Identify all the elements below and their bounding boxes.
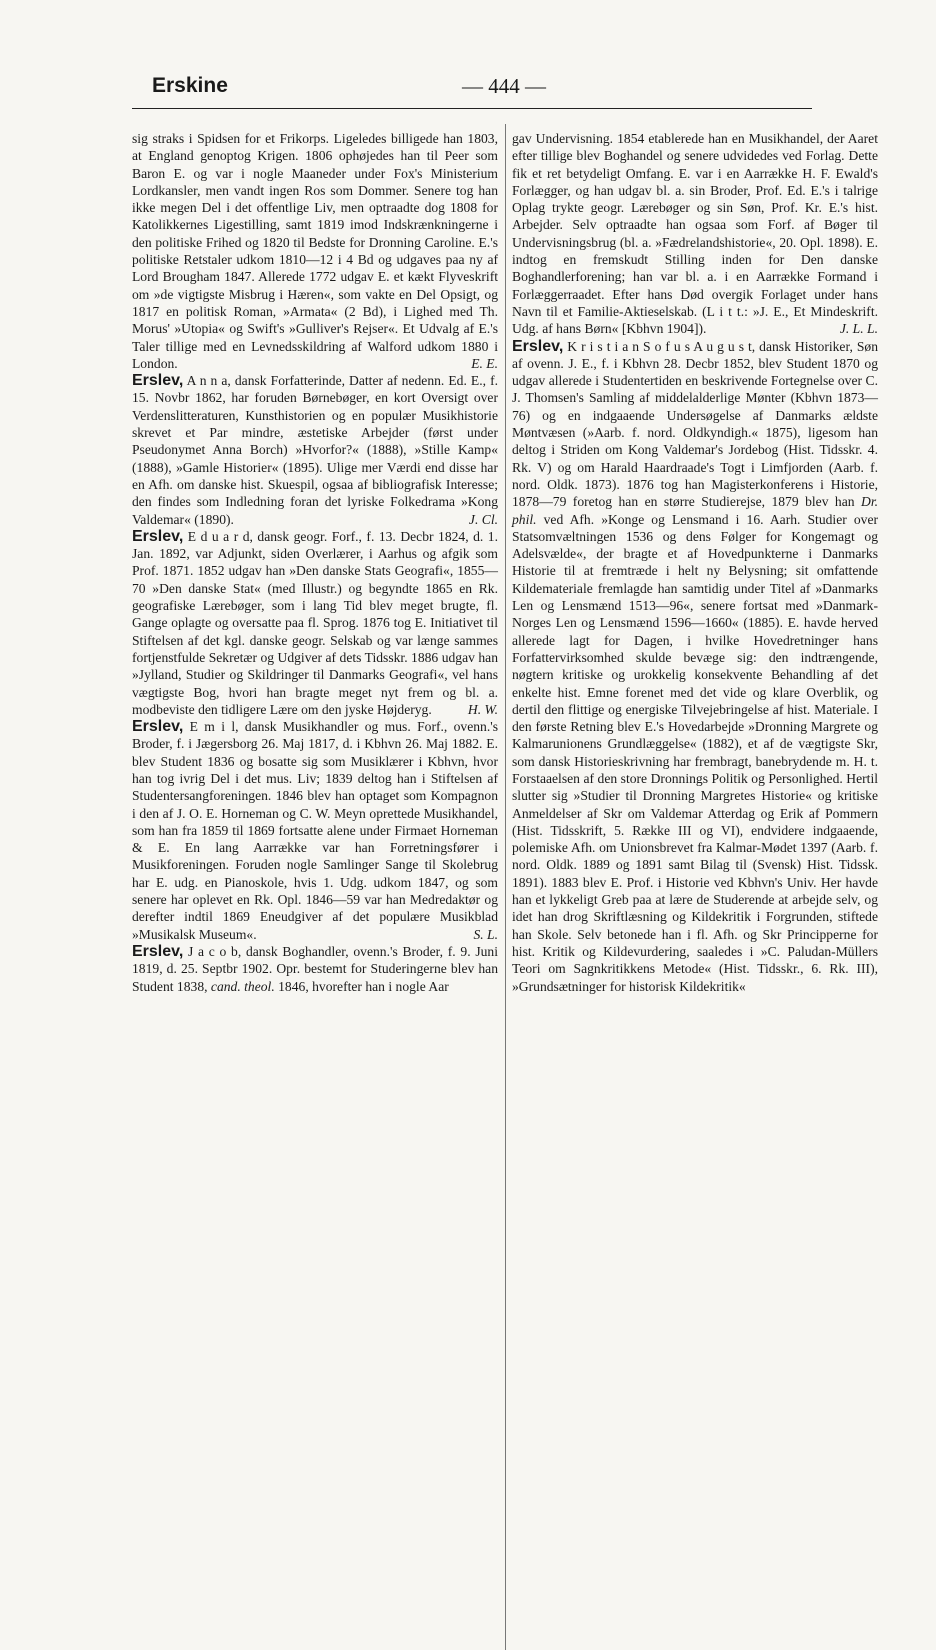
entry-headword: Erslev, — [132, 718, 184, 736]
entry-headword: Erslev, — [132, 527, 184, 545]
entry-erslev-jacob — [132, 943, 498, 995]
entry-text: gav Undervisning. 1854 etablerede han en Musikhandel, der Aaret efter tillige blev Boghandel og senere udvidedes ved Forlag. Dette fik et ret betydeligt Omfang. E. var i en Aarrække H. F. Ewald's Forlægger, og han udgav bl. a. sin Broder, Prof. Ed. E.'s i talrige Oplag trykte geogr. Lærebøger og sin Søn, Prof. Kr. E.'s hist. Arbejder. Selv optraadte han ogsaa som Forf. af Bøger til Undervisningsbrug (bl. a. »Fædrelandshistorie«, 20. Opl. 1898). E. indtog en fremskudt Stilling inden for Den danske Boghandlerforening; han var bl. a. i en Aarrække Formand i Forlæggerraadet. Efter hans Død overgik Forlaget under hans Navn til et Familie-Aktieselskab. (L i t t.: »J. E., Et Mindeskrift. Udg. af hans Børn« [Kbhvn 1904]). — [512, 131, 878, 337]
entry-text: J a c o b, dansk Boghandler, ovenn.'s Broder, f. 9. Juni 1819, d. 25. Septbr 1902. Opr. bestemt for Studeringerne blev han Student 1838, — [132, 943, 498, 994]
entry-text-continued: ved Afh. »Konge og Lensmand i 16. Aarh. Studier over Statsomvæltningen 1536 og dens Følger for Kongemagt og Adelsvælde«, der bragte et af Hovedpunkterne i Danmarks Historie til at fremtræde i helt ny Belysning; sit omfattende Kildemateriale fremlagde han samtidig under Titel af »Danmarks Len og Lensmænd 1513—96«, senere fortsat med »Danmark-Norges Len og Lensmænd 1596—1660« (1885). E. havde herved allerede lagt for Dagen, i hvilke Hovedretninger hans Forfattervirksomhed skulde bevæge sig: den indtrængende, nøgtern kritiske og urokkelig konsekvente Behandling af det enkelte hist. Emne forenet med det vide og klare Overblik, og dertil den flittige og energiske Tilvejebringelse af hist. Materiale. I den første Retning blev E.'s Hovedarbejde »Dronning Margrete og Kalmarunionens Grundlæggelse« (1882), et af de vægtigste Skr, som dansk Historieskrivning har frembragt, banebrydende m. H. t. Forstaaelsen af den store Dronnings Politik og Personlighed. Hertil slutter sig »Studier til Dronning Margretes Historie« og kritiske Anmeldelser af Skr om Valdemar Atterdag og Erik af Pommern (Hist. Tidsskrift, 5. Række III og VI), endvidere indgaaende, polemiske Afh. om Unionsbrevet fra Kalmar-Mødet 1397 (Aarb. f. nord. Oldk. 1889 og 1891 samt Bilag til (Svensk) Hist. Tidssk. 1891). 1883 blev E. Prof. i Historie ved Kbhvn's Univ. Her havde han et lykkeligt Greb paa at lære de Studerende at arbejde selv, og idet han drog Skriftlæsning og Kildekritik i Forgrunden, stiftede han Skole. Selv betonede han i fl. Afh. og Skr Principperne for hist. Kritik og Kildevurdering, saaledes i »C. Paludan-Müllers Teori om Sagnkritikkens Metode« (Hist. Tidsskr., 6. Rk. III), »Grundsætninger for historisk Kildekritik« — [512, 511, 878, 994]
entry-text-continued: 1846, hvorefter han i nogle Aar — [274, 978, 449, 994]
entry-text: E m i l, dansk Musikhandler og mus. Forf., ovenn.'s Broder, f. i Jægersborg 26. Maj 1817, d. i Kbhvn 26. Maj 1882. E. blev Student 1836 og bosatte sig som Musiklærer i Kbhvn, hvor han tog ivrig Del i det mus. Liv; 1839 deltog han i Stiftelsen af Studentersangforeningen. 1846 blev han optaget som Kompagnon i den af J. O. E. Horneman og C. W. Meyn oprettede Musikhandel, som han fra 1859 til 1869 fortsatte alene under Firmaet Horneman & E. En lang Aarrække var han Forretningsfører i Musikforeningen. Foruden nogle Samlinger Sange til Skolebrug har E. udg. en Pianoskole, hvis 1. Udg. udkom 1847, og som senere har oplevet en Rk. Opl. 1846—59 var han Medredaktør og derefter indtil 1869 Eneudgiver af det populære Musikblad »Musikalsk Museum«. — [132, 719, 498, 942]
author-signature: S. L. — [473, 926, 498, 942]
entry-erslev-kristian — [512, 338, 878, 995]
entry-erslev-eduard — [132, 528, 498, 718]
running-head-title: Erskine — [152, 74, 228, 97]
author-signature: J. L. L. — [839, 321, 878, 337]
author-signature: E. E. — [471, 355, 498, 371]
continued-entry-erslev-jacob — [512, 130, 878, 338]
left-column — [132, 130, 498, 995]
header-rule — [132, 108, 812, 109]
entry-text: K r i s t i a n S o f u s A u g u s t, dansk Historiker, Søn af ovenn. J. E., f. i Kbhvn 28. Decbr 1852, blev Student 1870 og udgav allerede i Studentertiden en beskrivende Fortegnelse over C. J. Thomsen's Samling af middelalderlige Mønter (Kbhvn 1873—76) og en indgaaende Undersøgelse af Danmarks ældste Møntvæsen (»Aarb. f. nord. Oldkyndigh.« 1875), ligesom han deltog i Striden om Kong Valdemar's Jordebog (Hist. Tidsskr. 4. Rk. V) og om Harald Haardraade's Togt i Limfjorden (Aarb. f. nord. Oldk. 1873). 1876 tog han Magisterkonferens i Historie, 1878—79 foretog han en større Studierejse, 1879 blev han — [512, 338, 878, 510]
entry-italic-degree: cand. theol. — [210, 978, 275, 994]
entry-headword: Erslev, — [512, 337, 564, 355]
entry-text: A n n a, dansk Forfatterinde, Datter af nedenn. Ed. E., f. 15. Novbr 1862, har foruden Børnebøger, en kort Oversigt over Verdenslitteraturen, Kunsthistorien og en populær Musikhistorie skrevet et Par mindre, æstetiske Arbejder (først under Pseudonymet Anna Borch) »Hvorfor?« (1888), »Stille Kamp« (1888), »Gamle Historier« (1895). Ulige mer Værdi end disse har en Afh. om danske hist. Skuespil, ogsaa af bibliografisk Interesse; den findes som Indledning foran det lyriske Folkedrama »Kong Valdemar« (1890). — [132, 373, 498, 527]
column-divider — [505, 124, 506, 1650]
running-header — [132, 74, 812, 110]
author-signature: H. W. — [467, 701, 498, 717]
author-signature: J. Cl. — [468, 511, 498, 527]
continued-entry-erskine — [132, 130, 498, 372]
entry-text: sig straks i Spidsen for et Frikorps. Ligeledes billigede han 1803, at England genoptog Krigen. 1806 ophøjedes han til Peer som Baron E. og var i nogle Maaneder under Fox's Ministerium Lordkansler, men vandt ingen Ros som Dommer. Senere tog han ikke megen Del i det offentlige Liv, men optraadte dog 1808 for Katolikkernes Ligestilling, samt 1819 imod Indskrænkningerne i den politiske Frihed og 1820 til Bedste for Dronning Caroline. E.'s politiske Retstaler udkom 1810—12 i 4 Bd og udgaves paa ny af Lord Brougham 1847. Allerede 1772 udgav E. et kækt Flyveskrift om »de vigtigste Misbrug i Hæren«, som vakte en Del Opsigt, og 1817 en politisk Roman, »Armata« (2 Bd), i Lighed med Th. Morus' »Utopia« og Swift's »Gulliver's Rejser«. Et Udvalg af E.'s Taler tillige med en Levnedsskildring af Walford udkom 1880 i London. — [132, 131, 498, 371]
entry-headword: Erslev, — [132, 942, 184, 960]
entry-italic-degree: Dr. phil. — [512, 494, 878, 527]
entry-headword: Erslev, — [132, 372, 184, 390]
entry-erslev-anna — [132, 372, 498, 528]
entry-text: E d u a r d, dansk geogr. Forf., f. 13. Decbr 1824, d. 1. Jan. 1892, var Adjunkt, siden Overlærer, i Aarhus og afgik som Prof. 1871. 1852 udgav han »Den danske Stats Geografi«, 1855—70 »Den danske Stat« (med Illustr.) og begyndte 1865 en Rk. geografiske Lærebøger, som i lang Tid blev meget brugte, fl. Gange oplagte og oversatte paa fl. Sprog. 1876 tog E. Initiativet til Stiftelsen af det kgl. danske geogr. Selskab og var længe sammes fortjenstfulde Sekretær og Udgiver af dets Tidsskr. 1886 udgav han »Jylland, Studier og Skildringer til Danmarks Geografi«, vel hans vægtigste Bog, hvori han bragte meget nyt frem og bl. a. modbeviste den tidligere Lære om den jyske Højderyg. — [132, 528, 498, 717]
page-number: — 444 — — [462, 74, 546, 98]
right-column — [512, 130, 878, 995]
entry-erslev-emil — [132, 718, 498, 943]
